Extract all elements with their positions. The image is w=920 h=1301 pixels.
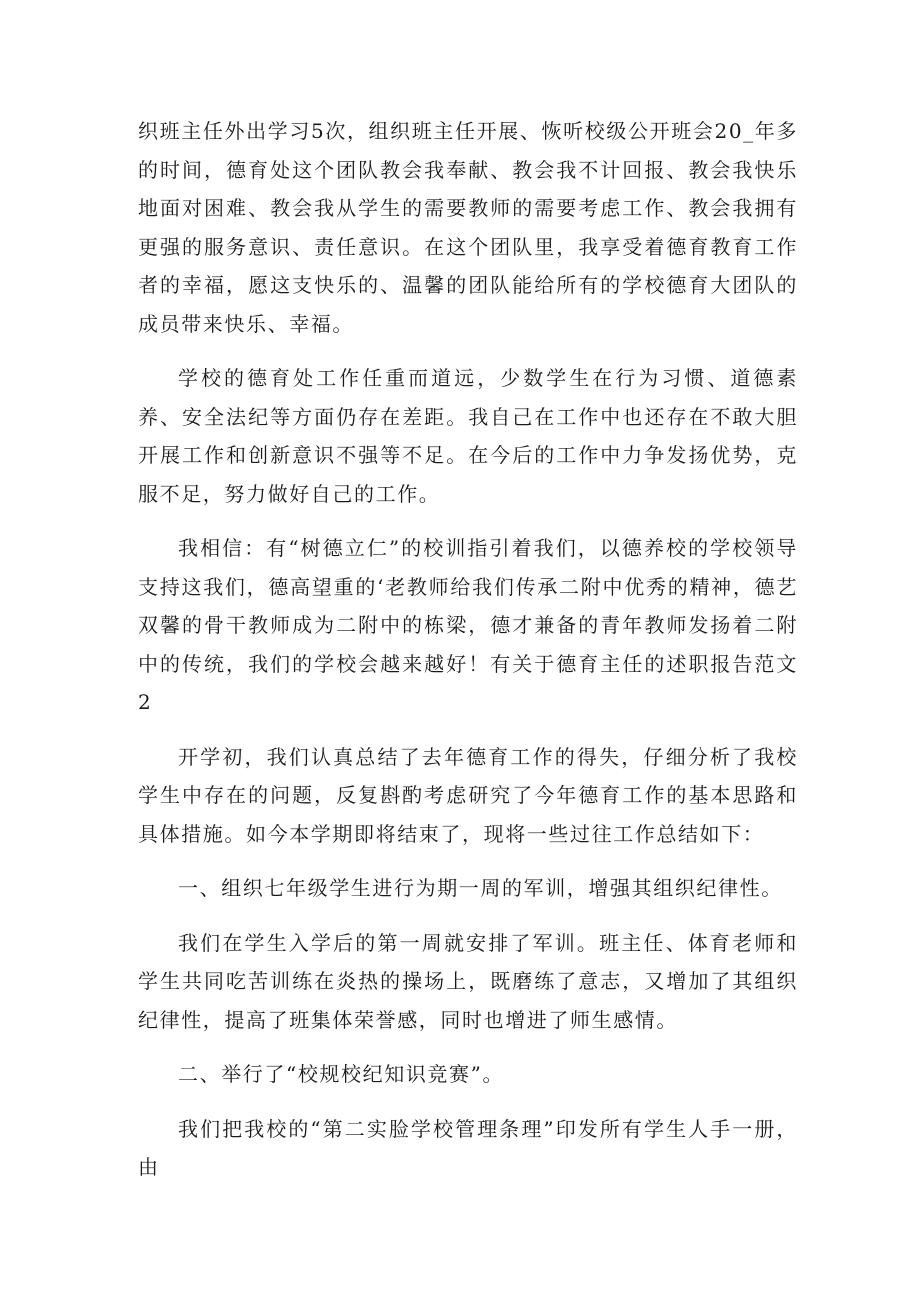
section-heading-2: 二、举行了“校规校纪知识竞赛”。 [178,1062,505,1086]
paragraph-3: 我相信：有“树德立仁”的校训指引着我们，以德养校的学校领导支持这我们，德高望重的‘老教师给我们传承二附中优秀的精神，德艺双馨的骨干教师成为二附中的栋梁，德才兼备的青年教师发扬着二附中的传统，我们的学校会越来越好！有关于德育主任的述职报告范文2 [138,536,798,714]
document-body [138,112,798,1187]
section-heading-1: 一、组织七年级学生进行为期一周的军训，增强其组织纪律性。 [178,876,783,900]
paragraph-4: 开学初，我们认真总结了去年德育工作的得失，仔细分析了我校学生中存在的问题，反复斟酌考虑研究了今年德育工作的基本思路和具体措施。如今本学期即将结束了，现将一些过往工作总结如下： [138,744,798,846]
paragraph-2: 学校的德育处工作任重而道远，少数学生在行为习惯、道德素养、安全法纪等方面仍存在差距。我自己在工作中也还存在不敢大胆开展工作和创新意识不强等不足。在今后的工作中力争发扬优势，克服不足，努力做好自己的工作。 [138,366,798,506]
paragraph-5: 我们在学生入学后的第一周就安排了军训。班主任、体育老师和学生共同吃苦训练在炎热的操场上，既磨练了意志，又增加了其组织纪律性，提高了班集体荣誉感，同时也增进了师生感情。 [138,930,798,1032]
paragraph-1: 织班主任外出学习5次，组织班主任开展、恢听校级公开班会20_年多的时间，德育处这个团队教会我奉献、教会我不计回报、教会我快乐地面对困难、教会我从学生的需要教师的需要考虑工作、教会我拥有更强的服务意识、责任意识。在这个团队里，我享受着德育教育工作者的幸福，愿这支快乐的、温馨的团队能给所有的学校德育大团队的成员带来快乐、幸福。 [138,119,798,336]
paragraph-6: 我们把我校的“第二实脸学校管理条理”印发所有学生人手一册，由 [138,1116,798,1179]
